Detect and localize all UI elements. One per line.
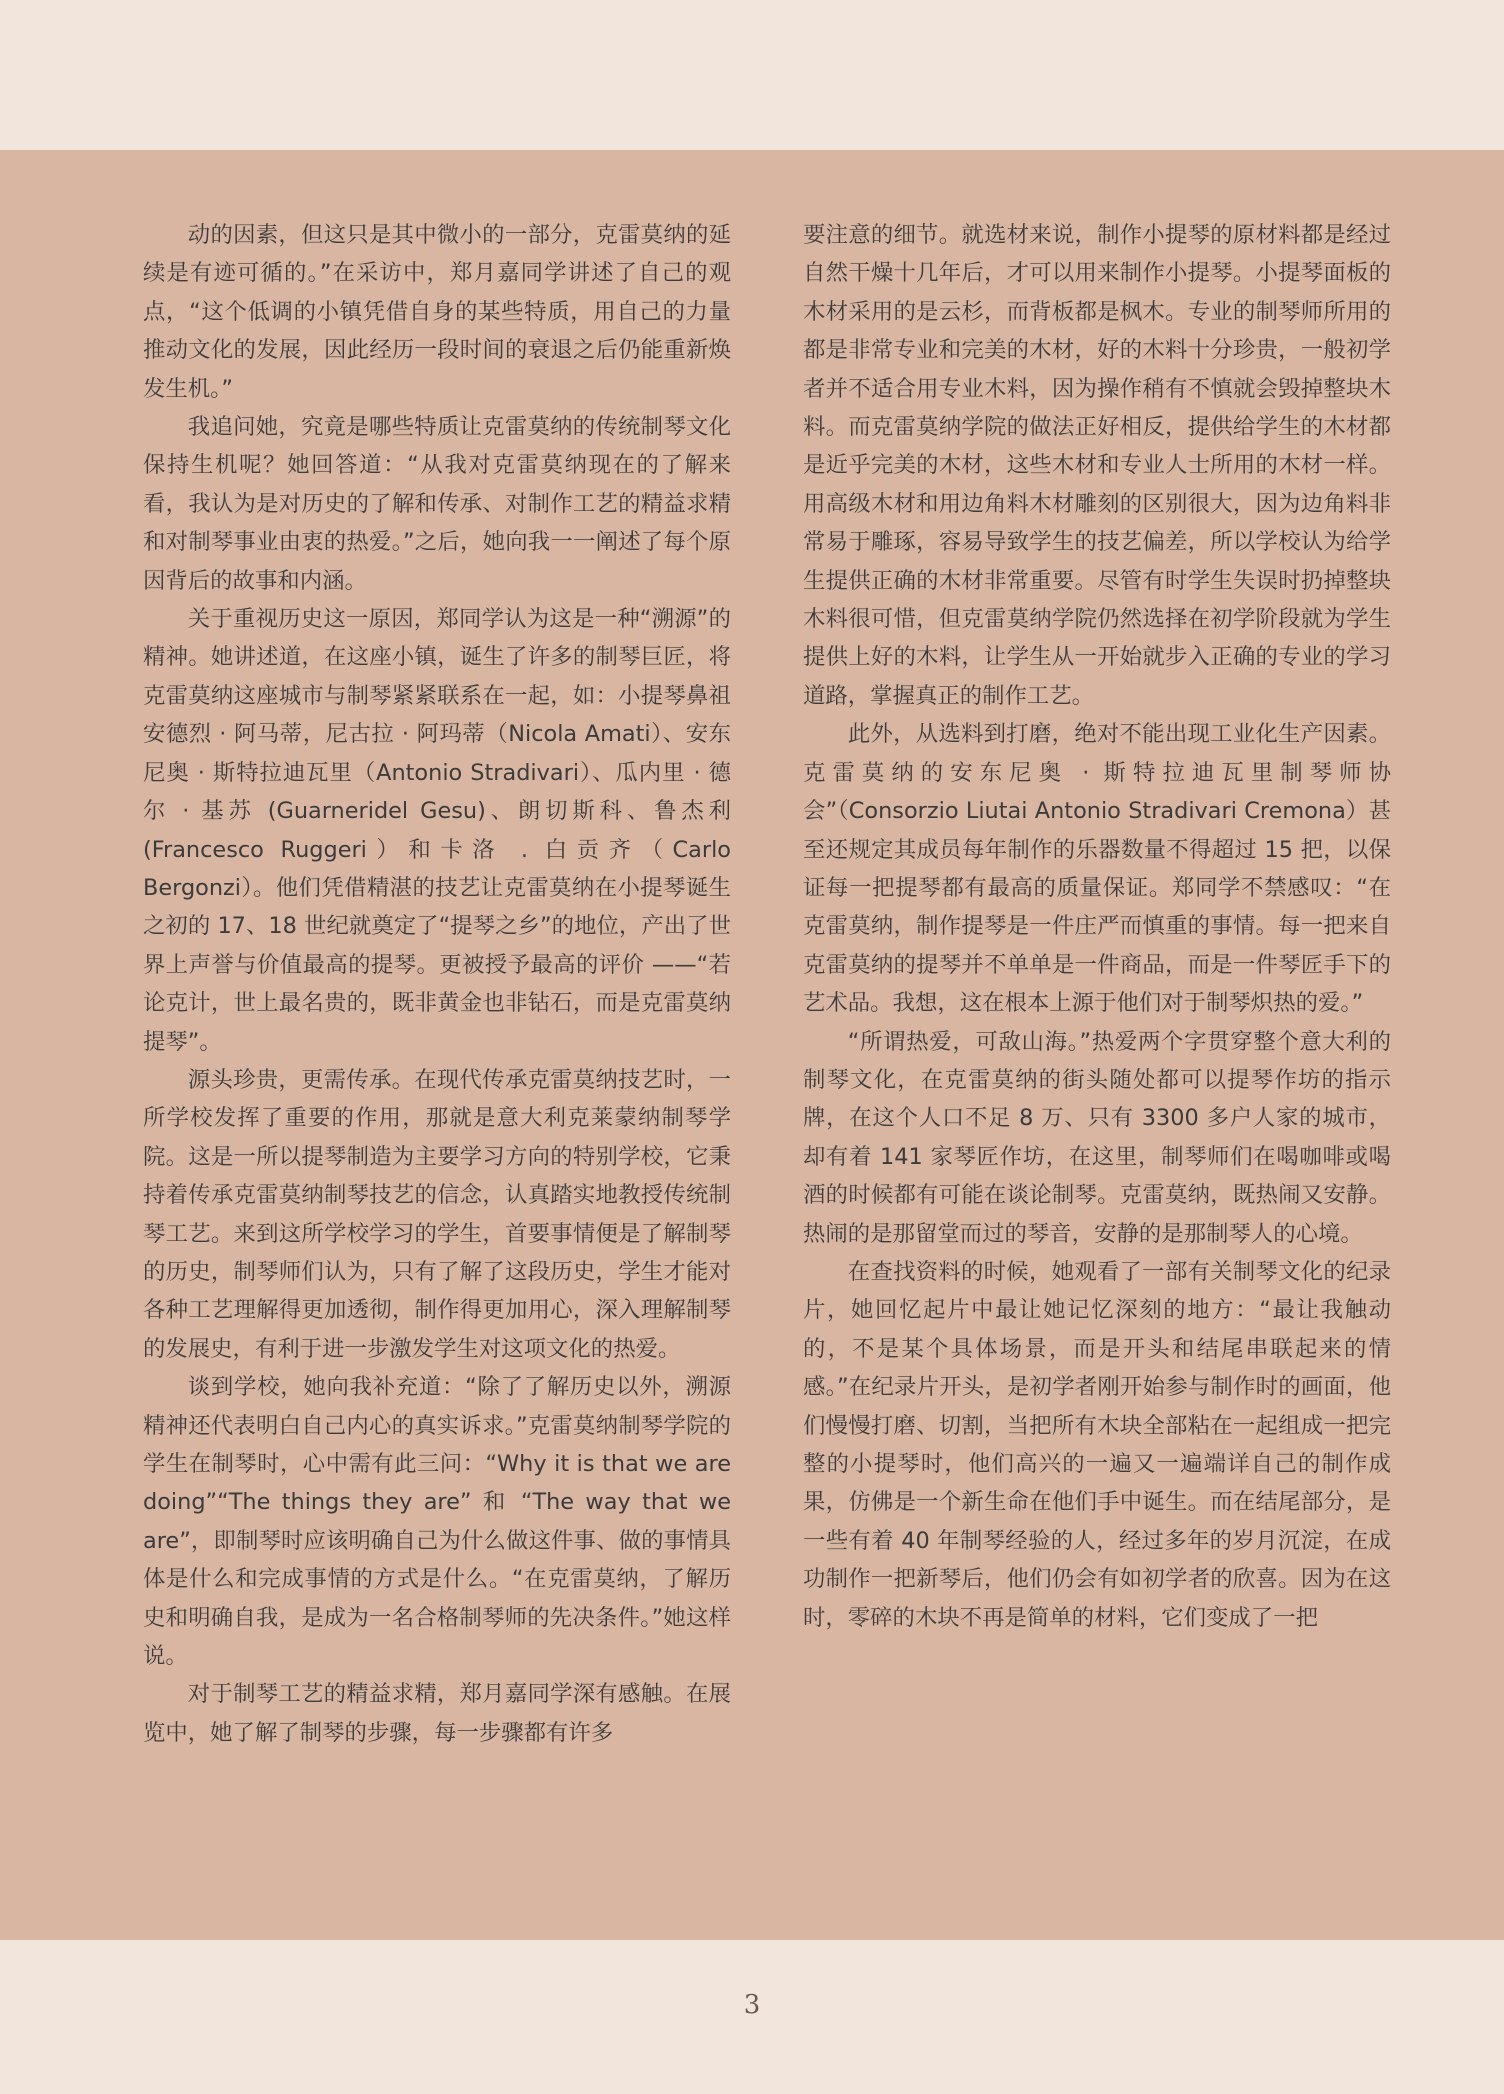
paragraph: 在查找资料的时候，她观看了一部有关制琴文化的纪录片，她回忆起片中最让她记忆深刻的地方：“最让我触动的，不是某个具体场景，而是开头和结尾串联起来的情感。”在纪录片开头，是初学者刚开始参与制作时的画面，他们慢慢打磨、切割，当把所有木块全部粘在一起组成一把完整的小提琴时，他们高兴的一遍又一遍端详自己的制作成果，仿佛是一个新生命在他们手中诞生。而在结尾部分，是一些有着 40 年制琴经验的人，经过多年的岁月沉淀，在成功制作一把新琴后，他们仍会有如初学者的欣喜。因为在这时，零碎的木块不再是简单的材料，它们变成了一把 [803,1258,1391,1631]
paragraph: 关于重视历史这一原因，郑同学认为这是一种“溯源”的精神。她讲述道，在这座小镇，诞生了许多的制琴巨匠，将克雷莫纳这座城市与制琴紧紧联系在一起，如：小提琴鼻祖安德烈 · 阿马蒂，尼古拉 · 阿玛蒂（Nicola Amati）、安东尼奥 · 斯特拉迪瓦里（Antonio Stradivari）、瓜内里 · 德尔 · 基苏 (Guarneridel Gesu)、朗切斯科、鲁杰利 (Francesco Ruggeri）和卡洛 . 白贡齐（Carlo Bergonzi）。他们凭借精湛的技艺让克雷莫纳在小提琴诞生之初的 17、18 世纪就奠定了“提琴之乡”的地位，产出了世界上声誉与价值最高的提琴。更被授予最高的评价 ——“若论克计，世上最名贵的，既非黄金也非钻石，而是克雷莫纳提琴”。 [143,606,731,1055]
paragraph: “所谓热爱，可敌山海。”热爱两个字贯穿整个意大利的制琴文化，在克雷莫纳的街头随处都可以提琴作坊的指示牌，在这个人口不足 8 万、只有 3300 多户人家的城市，却有着 141 家琴匠作坊，在这里，制琴师们在喝咖啡或喝酒的时候都有可能在谈论制琴。克雷莫纳，既热闹又安静。热闹的是那留堂而过的琴音，安静的是那制琴人的心境。 [803,1028,1391,1247]
content-panel [0,150,1504,1940]
paragraph: 我追问她，究竟是哪些特质让克雷莫纳的传统制琴文化保持生机呢？她回答道：“从我对克雷莫纳现在的了解来看，我认为是对历史的了解和传承、对制作工艺的精益求精和对制琴事业由衷的热爱。”之后，她向我一一阐述了每个原因背后的故事和内涵。 [143,414,731,594]
paragraph: 源头珍贵，更需传承。在现代传承克雷莫纳技艺时，一所学校发挥了重要的作用，那就是意大利克莱蒙纳制琴学院。这是一所以提琴制造为主要学习方向的特别学校，它秉持着传承克雷莫纳制琴技艺的信念，认真踏实地教授传统制琴工艺。来到这所学校学习的学生，首要事情便是了解制琴的历史，制琴师们认为，只有了解了这段历史，学生才能对各种工艺理解得更加透彻，制作得更加用心，深入理解制琴的发展史，有利于进一步激发学生对这项文化的热爱。 [143,1066,731,1362]
article-column-left [143,216,731,1752]
paragraph: 对于制琴工艺的精益求精，郑月嘉同学深有感触。在展览中，她了解了制琴的步骤，每一步骤都有许多 [143,1681,731,1746]
paragraph: 动的因素，但这只是其中微小的一部分，克雷莫纳的延续是有迹可循的。”在采访中，郑月嘉同学讲述了自己的观点，“这个低调的小镇凭借自身的某些特质，用自己的力量推动文化的发展，因此经历一段时间的衰退之后仍能重新焕发生机。” [143,222,731,402]
article-column-right [803,216,1391,1637]
page-number: 3 [743,1990,761,2020]
paragraph: 谈到学校，她向我补充道：“除了了解历史以外，溯源精神还代表明白自己内心的真实诉求。”克雷莫纳制琴学院的学生在制琴时，心中需有此三问：“Why it is that we are doing”“The things they are” 和 “The way that we are”，即制琴时应该明确自己为什么做这件事、做的事情具体是什么和完成事情的方式是什么。“在克雷莫纳，了解历史和明确自我，是成为一名合格制琴师的先决条件。”她这样说。 [143,1374,731,1670]
paragraph-continuation: 要注意的细节。就选材来说，制作小提琴的原材料都是经过自然干燥十几年后，才可以用来制作小提琴。小提琴面板的木材采用的是云杉，而背板都是枫木。专业的制琴师所用的都是非常专业和完美的木材，好的木料十分珍贵，一般初学者并不适合用专业木料，因为操作稍有不慎就会毁掉整块木料。而克雷莫纳学院的做法正好相反，提供给学生的木材都是近乎完美的木材，这些木材和专业人士所用的木材一样。用高级木材和用边角料木材雕刻的区别很大，因为边角料非常易于雕琢，容易导致学生的技艺偏差，所以学校认为给学生提供正确的木材非常重要。尽管有时学生失误时扔掉整块木料很可惜，但克雷莫纳学院仍然选择在初学阶段就为学生提供上好的木料，让学生从一开始就步入正确的专业的学习道路，掌握真正的制作工艺。 [803,222,1391,709]
paragraph: 此外，从选料到打磨，绝对不能出现工业化生产因素。克雷莫纳的安东尼奥 · 斯特拉迪瓦里制琴师协会”（Consorzio Liutai Antonio Stradivari Cremona）甚至还规定其成员每年制作的乐器数量不得超过 15 把，以保证每一把提琴都有最高的质量保证。郑同学不禁感叹：“在克雷莫纳，制作提琴是一件庄严而慎重的事情。每一把来自克雷莫纳的提琴并不单单是一件商品，而是一件琴匠手下的艺术品。我想，这在根本上源于他们对于制琴炽热的爱。” [803,721,1391,1017]
